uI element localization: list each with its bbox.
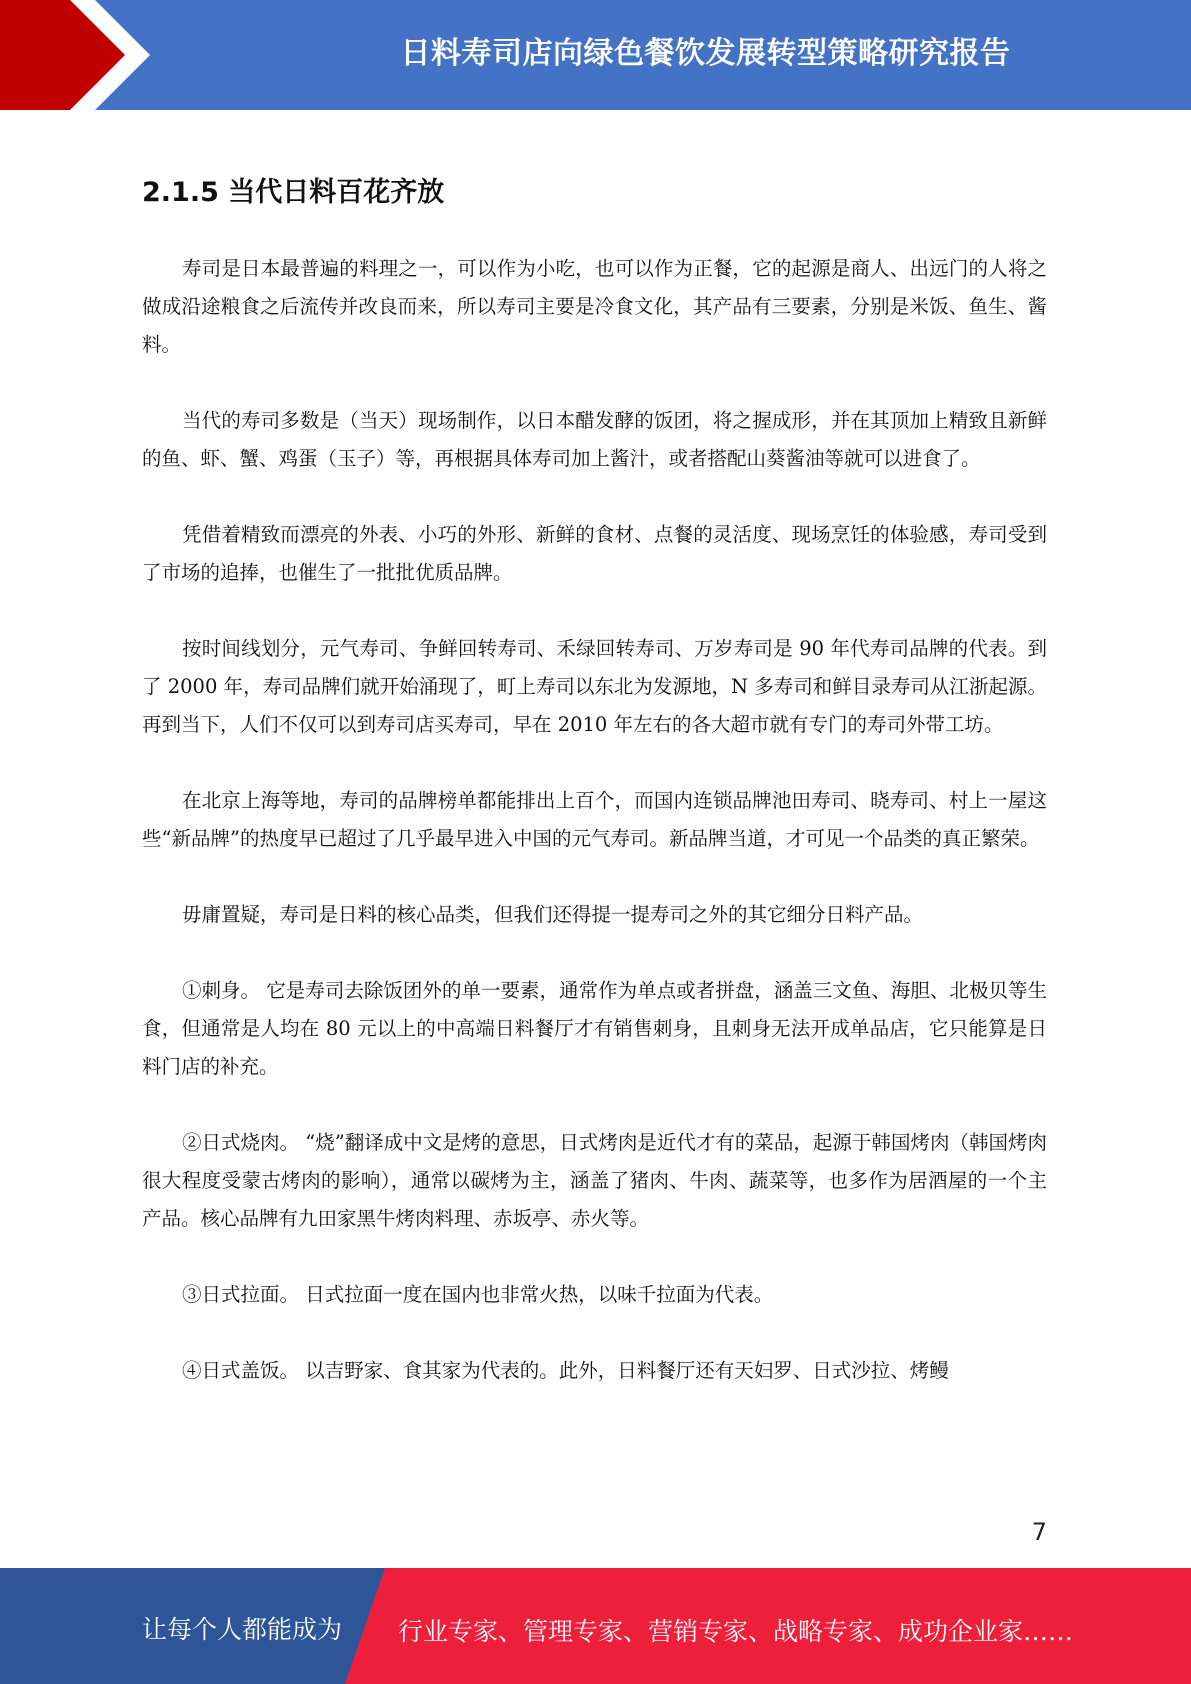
paragraph: ④日式盖饭。 以吉野家、食其家为代表的。此外，日料餐厅还有天妇罗、日式沙拉、烤鳗 (182, 1359, 949, 1382)
body-content (142, 250, 1047, 1428)
section-heading: 2.1.5 当代日料百花齐放 (142, 177, 445, 208)
page-footer (0, 1568, 1191, 1684)
paragraph: 按时间线划分，元气寿司、争鲜回转寿司、禾绿回转寿司、万岁寿司是 90 年代寿司品牌的代表。到了 2000 年，寿司品牌们就开始涌现了，町上寿司以东北为发源地，N 多寿司和鲜目录寿司从江浙起源。再到当下，人们不仅可以到寿司店买寿司，早在 2010 年左右的各大超市就有专门的寿司外带工坊。 (142, 637, 1047, 736)
paragraph: ③日式拉面。 日式拉面一度在国内也非常火热，以味千拉面为代表。 (182, 1283, 774, 1306)
page-header (0, 0, 1191, 110)
footer-slogan-right: 行业专家、管理专家、营销专家、战略专家、成功企业家…… (398, 1617, 1074, 1646)
paragraph: ①刺身。 它是寿司去除饭团外的单一要素，通常作为单点或者拼盘，涵盖三文鱼、海胆、北极贝等生食，但通常是人均在 80 元以上的中高端日料餐厅才有销售刺身，且刺身无法开成单品店，它只能算是日料门店的补充。 (142, 979, 1047, 1078)
page-number: 7 (1031, 1518, 1047, 1546)
paragraph: 凭借着精致而漂亮的外表、小巧的外形、新鲜的食材、点餐的灵活度、现场烹饪的体验感，寿司受到了市场的追捧，也催生了一批批优质品牌。 (142, 523, 1047, 584)
paragraph: 当代的寿司多数是（当天）现场制作，以日本醋发酵的饭团，将之握成形，并在其顶加上精致且新鲜的鱼、虾、蟹、鸡蛋（玉子）等，再根据具体寿司加上酱汁，或者搭配山葵酱油等就可以进食了。 (142, 409, 1047, 470)
paragraph: 毋庸置疑，寿司是日料的核心品类，但我们还得提一提寿司之外的其它细分日料产品。 (182, 903, 924, 926)
report-title: 日料寿司店向绿色餐饮发展转型策略研究报告 (400, 36, 1011, 71)
paragraph: 在北京上海等地，寿司的品牌榜单都能排出上百个，而国内连锁品牌池田寿司、晓寿司、村上一屋这些“新品牌”的热度早已超过了几乎最早进入中国的元气寿司。新品牌当道，才可见一个品类的真正繁荣。 (142, 789, 1047, 850)
paragraph: 寿司是日本最普遍的料理之一，可以作为小吃，也可以作为正餐，它的起源是商人、出远门的人将之做成沿途粮食之后流传并改良而来，所以寿司主要是冷食文化，其产品有三要素，分别是米饭、鱼生、酱料。 (142, 257, 1047, 356)
paragraph: ②日式烧肉。 “烧”翻译成中文是烤的意思，日式烤肉是近代才有的菜品，起源于韩国烤肉（韩国烤肉很大程度受蒙古烤肉的影响），通常以碳烤为主，涵盖了猪肉、牛肉、蔬菜等，也多作为居酒屋的一个主产品。核心品牌有九田家黑牛烤肉料理、赤坂亭、赤火等。 (142, 1131, 1047, 1230)
footer-slogan-left: 让每个人都能成为 (142, 1615, 343, 1644)
